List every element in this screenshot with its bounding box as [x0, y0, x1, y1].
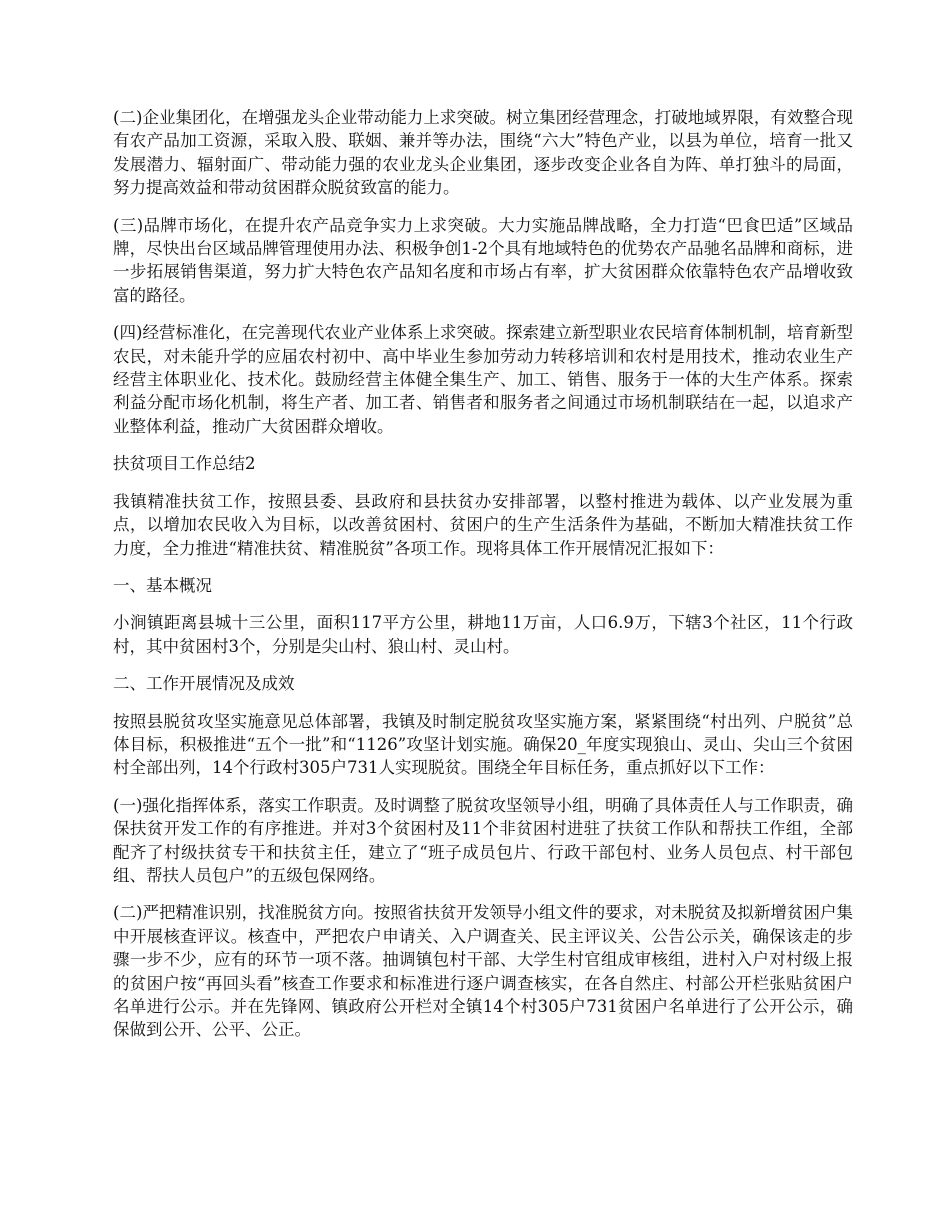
paragraph-standardization: (四)经营标准化，在完善现代农业产业体系上求突破。探索建立新型职业农民培育体制机制，培育新型农民，对未能升学的应届农村初中、高中毕业生参加劳动力转移培训和农村是用技术，推动农业生产经营主体职业化、技术化。鼓励经营主体健全集生产、加工、销售、服务于一体的大生产体系。探索利益分配市场化机制，将生产者、加工者、销售者和服务者之间通过市场机制联结在一起，以追求产业整体利益，推动广大贫困群众增收。: [113, 323, 853, 436]
section-title: 扶贫项目工作总结2: [113, 454, 256, 474]
document-page: [113, 106, 853, 1056]
paragraph-brand-market: (三)品牌市场化，在提升农产品竞争实力上求突破。大力实施品牌战略，全力打造“巴食巴适”区域品牌，尽快出台区域品牌管理使用办法、积极争创1-2个具有地域特色的优势农产品驰名品牌和商标，进一步拓展销售渠道，努力扩大特色农产品知名度和市场占有率，扩大贫困群众依靠特色农产品增收致富的路径。: [113, 215, 853, 305]
paragraph-identification: (二)严把精准识别，找准脱贫方向。按照省扶贫开发领导小组文件的要求，对未脱贫及拟新增贫困户集中开展核查评议。核查中，严把农户申请关、入户调查关、民主评议关、公告公示关，确保该走的步骤一步不少，应有的环节一项不落。抽调镇包村干部、大学生村官组成审核组，进村入户对村级上报的贫困户按“再回头看”核查工作要求和标准进行逐户调查核实，在各自然庄、村部公开栏张贴贫困户名单进行公示。并在先锋网、镇政府公开栏对全镇14个村305户731贫困户名单进行了公开公示，确保做到公开、公平、公正。: [113, 903, 853, 1040]
paragraph-plan: 按照县脱贫攻坚实施意见总体部署，我镇及时制定脱贫攻坚实施方案，紧紧围绕“村出列、户脱贫”总体目标，积极推进“五个一批”和“1126”攻坚计划实施。确保20_年度实现狼山、灵山、尖山三个贫困村全部出列，14个行政村305户731人实现脱贫。围绕全年目标任务，重点抓好以下工作：: [113, 711, 853, 778]
paragraph-intro: 我镇精准扶贫工作，按照县委、县政府和县扶贫办安排部署，以整村推进为载体、以产业发展为重点，以增加农民收入为目标，以改善贫困村、贫困户的生产生活条件为基础，不断加大精准扶贫工作力度，全力推进“精准扶贫、精准脱贫”各项工作。现将具体工作开展情况汇报如下：: [113, 491, 853, 558]
paragraph-town-overview: 小涧镇距离县城十三公里，面积117平方公里，耕地11万亩，人口6.9万，下辖3个社区，11个行政村，其中贫困村3个，分别是尖山村、狼山村、灵山村。: [113, 613, 853, 656]
heading-work-progress: 二、工作开展情况及成效: [113, 674, 295, 694]
paragraph-enterprise-group: (二)企业集团化，在增强龙头企业带动能力上求突破。树立集团经营理念，打破地域界限，有效整合现有农产品加工资源，采取入股、联姻、兼并等办法，围绕“六大”特色产业，以县为单位，培育一批又发展潜力、辐射面广、带动能力强的农业龙头企业集团，逐步改变企业各自为阵、单打独斗的局面，努力提高效益和带动贫困群众脱贫致富的能力。: [113, 108, 853, 198]
paragraph-command-system: (一)强化指挥体系，落实工作职责。及时调整了脱贫攻坚领导小组，明确了具体责任人与工作职责，确保扶贫开发工作的有序推进。并对3个贫困村及11个非贫困村进驻了扶贫工作队和帮扶工作组，全部配齐了村级扶贫专干和扶贫主任，建立了“班子成员包片、行政干部包村、业务人员包点、村干部包组、帮扶人员包户”的五级包保网络。: [113, 795, 853, 885]
heading-basic-overview: 一、基本概况: [113, 575, 212, 595]
